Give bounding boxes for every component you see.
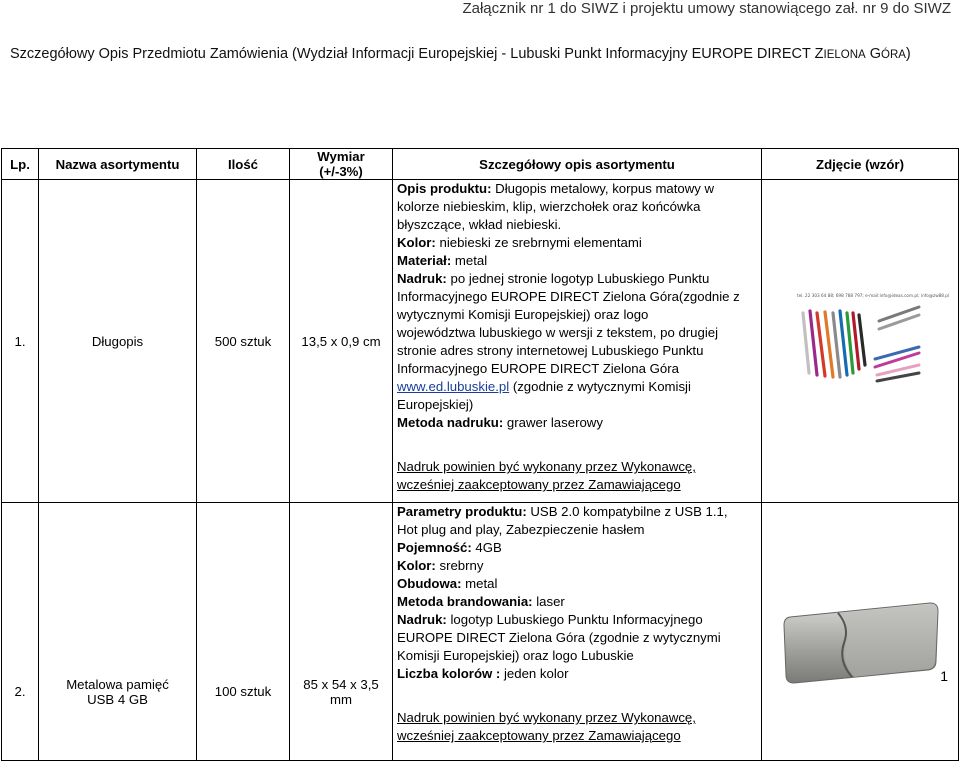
product-quantity: 100 sztuk bbox=[197, 503, 290, 761]
product-photo-cell bbox=[762, 503, 959, 761]
photo-caption: tel. 22 303 64 88; 698 788 797; e-mail:info@ideas.com.pl; info@zw88.pl bbox=[797, 293, 950, 298]
desc-line: Informacyjnego EUROPE DIRECT Zielona Góra(zgodnie z bbox=[397, 289, 740, 304]
column-header: Zdjęcie (wzór) bbox=[762, 149, 959, 180]
product-photo-cell bbox=[762, 180, 959, 503]
desc-line: EUROPE DIRECT Zielona Góra (zgodnie z wytycznymi bbox=[397, 630, 721, 645]
desc-line: Hot plug and play, Zabezpieczenie hasłem bbox=[397, 522, 645, 537]
column-header: Szczegółowy opis asortymentu bbox=[393, 149, 762, 180]
desc-line: województwa lubuskiego w wersji z tekstem, po drugiej bbox=[397, 325, 719, 340]
desc-line: www.ed.lubuskie.pl (zgodnie z wytycznymi Komisji bbox=[397, 379, 691, 394]
desc-line: Parametry produktu: USB 2.0 kompatybilne z USB 1.1, bbox=[397, 504, 728, 519]
product-name: Długopis bbox=[39, 180, 197, 503]
desc-line: kolorze niebieskim, klip, wierzchołek oraz końcówka bbox=[397, 199, 701, 214]
desc-line: Europejskiej) bbox=[397, 397, 474, 412]
desc-line: Nadruk: po jednej stronie logotyp Lubuskiego Punktu bbox=[397, 271, 710, 286]
row-number: 1. bbox=[2, 180, 39, 503]
desc-line: Kolor: niebieski ze srebrnymi elementami bbox=[397, 235, 642, 250]
desc-line: błyszczące, wkład niebieski. bbox=[397, 217, 562, 232]
usb-photo bbox=[780, 597, 940, 687]
desc-line: Metoda nadruku: grawer laserowy bbox=[397, 415, 603, 430]
product-description bbox=[393, 503, 762, 761]
product-name: Metalowa pamięć USB 4 GB bbox=[39, 503, 197, 761]
product-dimensions: 13,5 x 0,9 cm bbox=[290, 180, 393, 503]
attachment-note: Załącznik nr 1 do SIWZ i projektu umowy stanowiącego zał. nr 9 do SIWZ bbox=[462, 0, 951, 17]
column-header: Nazwa asortymentu bbox=[39, 149, 197, 180]
desc-line: Informacyjnego EUROPE DIRECT Zielona Góra bbox=[397, 361, 679, 376]
website-link[interactable]: www.ed.lubuskie.pl bbox=[397, 379, 510, 394]
desc-line: Obudowa: metal bbox=[397, 576, 498, 591]
table-row bbox=[2, 503, 959, 761]
print-note: wcześniej zaakceptowany przez Zamawiającego bbox=[397, 477, 681, 492]
print-note: Nadruk powinien być wykonany przez Wykonawcę, bbox=[397, 710, 696, 725]
print-note: Nadruk powinien być wykonany przez Wykonawcę, bbox=[397, 459, 696, 474]
desc-line: Opis produktu: Długopis metalowy, korpus matowy w bbox=[397, 181, 715, 196]
desc-line: Metoda brandowania: laser bbox=[397, 594, 565, 609]
page-number: 1 bbox=[940, 668, 948, 684]
table-row bbox=[2, 180, 959, 503]
specification-table bbox=[1, 148, 959, 761]
print-note: wcześniej zaakceptowany przez Zamawiającego bbox=[397, 728, 681, 743]
desc-line: Liczba kolorów : jeden kolor bbox=[397, 666, 569, 681]
product-quantity: 500 sztuk bbox=[197, 180, 290, 503]
desc-line: Materiał: metal bbox=[397, 253, 488, 268]
column-header: Wymiar (+/-3%) bbox=[290, 149, 393, 180]
table-header-row bbox=[2, 149, 959, 180]
column-header: Lp. bbox=[2, 149, 39, 180]
document-title: Szczegółowy Opis Przedmiotu Zamówienia (Wydział Informacji Europejskiej - Lubuski Punkt Informacyjny EUROPE DIRECT ZIELONA GÓRA) bbox=[10, 46, 911, 62]
desc-line: Nadruk: logotyp Lubuskiego Punktu Informacyjnego bbox=[397, 612, 703, 627]
desc-line: wytycznymi Komisji Europejskiej) oraz logo bbox=[397, 307, 649, 322]
desc-line: Pojemność: 4GB bbox=[397, 540, 502, 555]
desc-line: Kolor: srebrny bbox=[397, 558, 484, 573]
product-dimensions: 85 x 54 x 3,5 mm bbox=[290, 503, 393, 761]
row-number: 2. bbox=[2, 503, 39, 761]
desc-line: Komisji Europejskiej) oraz logo Lubuskie bbox=[397, 648, 634, 663]
column-header: Ilość bbox=[197, 149, 290, 180]
product-description bbox=[393, 180, 762, 503]
desc-line: stronie adres strony internetowej Lubuskiego Punktu bbox=[397, 343, 704, 358]
pen-photo bbox=[795, 291, 950, 391]
